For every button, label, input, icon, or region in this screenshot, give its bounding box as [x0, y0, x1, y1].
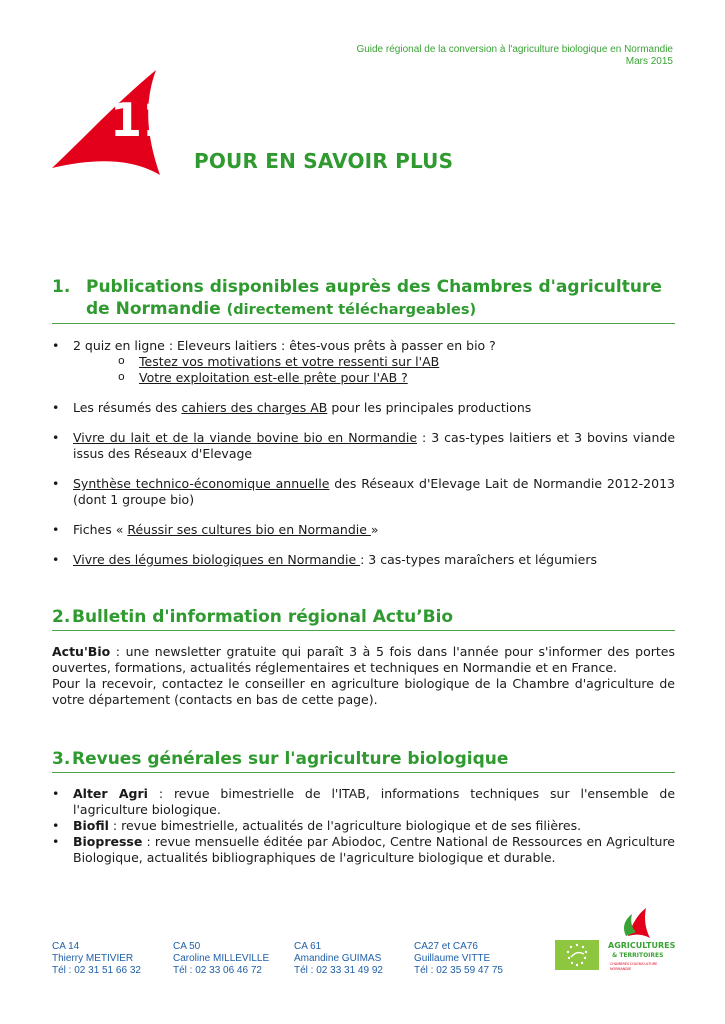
link-testez-motivations[interactable]: Testez vos motivations et votre ressenti sur l'AB [139, 354, 440, 369]
guide-title: Guide régional de la conversion à l'agriculture biologique en Normandie [356, 44, 673, 55]
eu-organic-logo-icon [555, 940, 599, 970]
list-item-alter-agri: • Alter Agri : revue bimestrielle de l'ITAB, informations techniques sur l'ensemble de l'agriculture biologique. [52, 786, 675, 818]
section-bulletin [52, 606, 675, 708]
list-item-biofil: • Biofil : revue bimestrielle, actualités de l'agriculture biologique et de ses filières. [52, 818, 675, 834]
svg-text:NORMANDIE: NORMANDIE [610, 967, 632, 971]
link-vivre-lait[interactable]: Vivre du lait et de la viande bovine bio en Normandie [73, 430, 418, 445]
section-1-title-small: (directement téléchargeables) [226, 302, 477, 318]
list-item-vivre-lait: • Vivre du lait et de la viande bovine bio en Normandie : 3 cas-types laitiers et 3 bovins viande issus des Réseaux d'Elevage [52, 430, 675, 462]
list-item-biopresse: • Biopresse : revue mensuelle éditée par Abiodoc, Centre National de Ressources en Agriculture Biologique, actualités bibliographiques de l'agriculture biologique et durable. [52, 834, 675, 866]
section-1-title [52, 276, 675, 324]
section-3-number: 3. [52, 749, 71, 769]
section-publications [52, 276, 675, 568]
link-synthese[interactable]: Synthèse technico-économique annuelle [73, 476, 330, 491]
list-item-legumes: • Vivre des légumes biologiques en Normandie : 3 cas-types maraîchers et légumiers [52, 552, 675, 568]
link-reussir-cultures[interactable]: Réussir ses cultures bio en Normandie [127, 522, 371, 537]
sub-item-quiz-2 [52, 370, 675, 386]
section-1-title-b: de Normandie [86, 299, 221, 319]
list-item-fiches: • Fiches « Réussir ses cultures bio en Normandie » [52, 522, 675, 538]
list-item-quiz: • 2 quiz en ligne : Eleveurs laitiers : êtes-vous prêts à passer en bio ? [52, 338, 675, 354]
section-revues [52, 748, 675, 866]
chambres-agriculture-logo-icon [608, 906, 678, 976]
svg-text:AGRICULTURES: AGRICULTURES [608, 941, 676, 950]
chapter-number-logo [52, 70, 182, 175]
paragraph-recevoir: Pour la recevoir, contactez le conseiller en agriculture biologique de la Chambre d'agriculture de votre département (contacts en bas de cette page). [52, 676, 675, 707]
contact-ca61: CA 61 Amandine GUIMAS Tél : 02 33 31 49 92 [294, 941, 383, 976]
section-3-title [52, 748, 675, 773]
guide-date: Mars 2015 [625, 56, 673, 67]
section-2-title-text: Bulletin d'information régional Actu’Bio [72, 607, 454, 627]
link-exploitation-prete[interactable]: Votre exploitation est-elle prête pour l'AB ? [139, 370, 408, 385]
chapter-title: POUR EN SAVOIR PLUS [194, 149, 454, 173]
section-2-number: 2. [52, 607, 71, 627]
list-item-cahiers: • Les résumés des cahiers des charges AB pour les principales productions [52, 400, 675, 416]
sub-item-quiz-1 [52, 354, 675, 370]
contact-ca27-ca76: CA27 et CA76 Guillaume VITTE Tél : 02 35 59 47 75 [414, 941, 503, 976]
contact-ca50: CA 50 Caroline MILLEVILLE Tél : 02 33 06 46 72 [173, 941, 270, 976]
svg-text:& TERRITOIRES: & TERRITOIRES [612, 952, 664, 959]
link-cahiers-charges[interactable]: cahiers des charges AB [181, 400, 328, 415]
list-item-synthese: • Synthèse technico-économique annuelle des Réseaux d'Elevage Lait de Normandie 2012-2013 (dont 1 groupe bio) [52, 476, 675, 508]
section-3-title-text: Revues générales sur l'agriculture biologique [72, 749, 509, 769]
section-1-number: 1. [52, 277, 71, 297]
page-header [356, 44, 673, 68]
paragraph-actubio: Actu'Bio : une newsletter gratuite qui paraît 3 à 5 fois dans l'année pour s'informer des portes ouvertes, formations, actualités réglementaires et techniques en Normandie et en France. [52, 644, 675, 675]
section-1-title-a: Publications disponibles auprès des Chambres d'agriculture [86, 277, 662, 297]
section-2-title [52, 606, 675, 631]
contact-ca14: CA 14 Thierry METIVIER Tél : 02 31 51 66 32 [52, 941, 141, 976]
chapter-number: 11 [110, 93, 175, 147]
svg-text:CHAMBRES D'AGRICULTURE: CHAMBRES D'AGRICULTURE [610, 962, 658, 966]
link-vivre-legumes[interactable]: Vivre des légumes biologiques en Normandie [73, 552, 361, 567]
